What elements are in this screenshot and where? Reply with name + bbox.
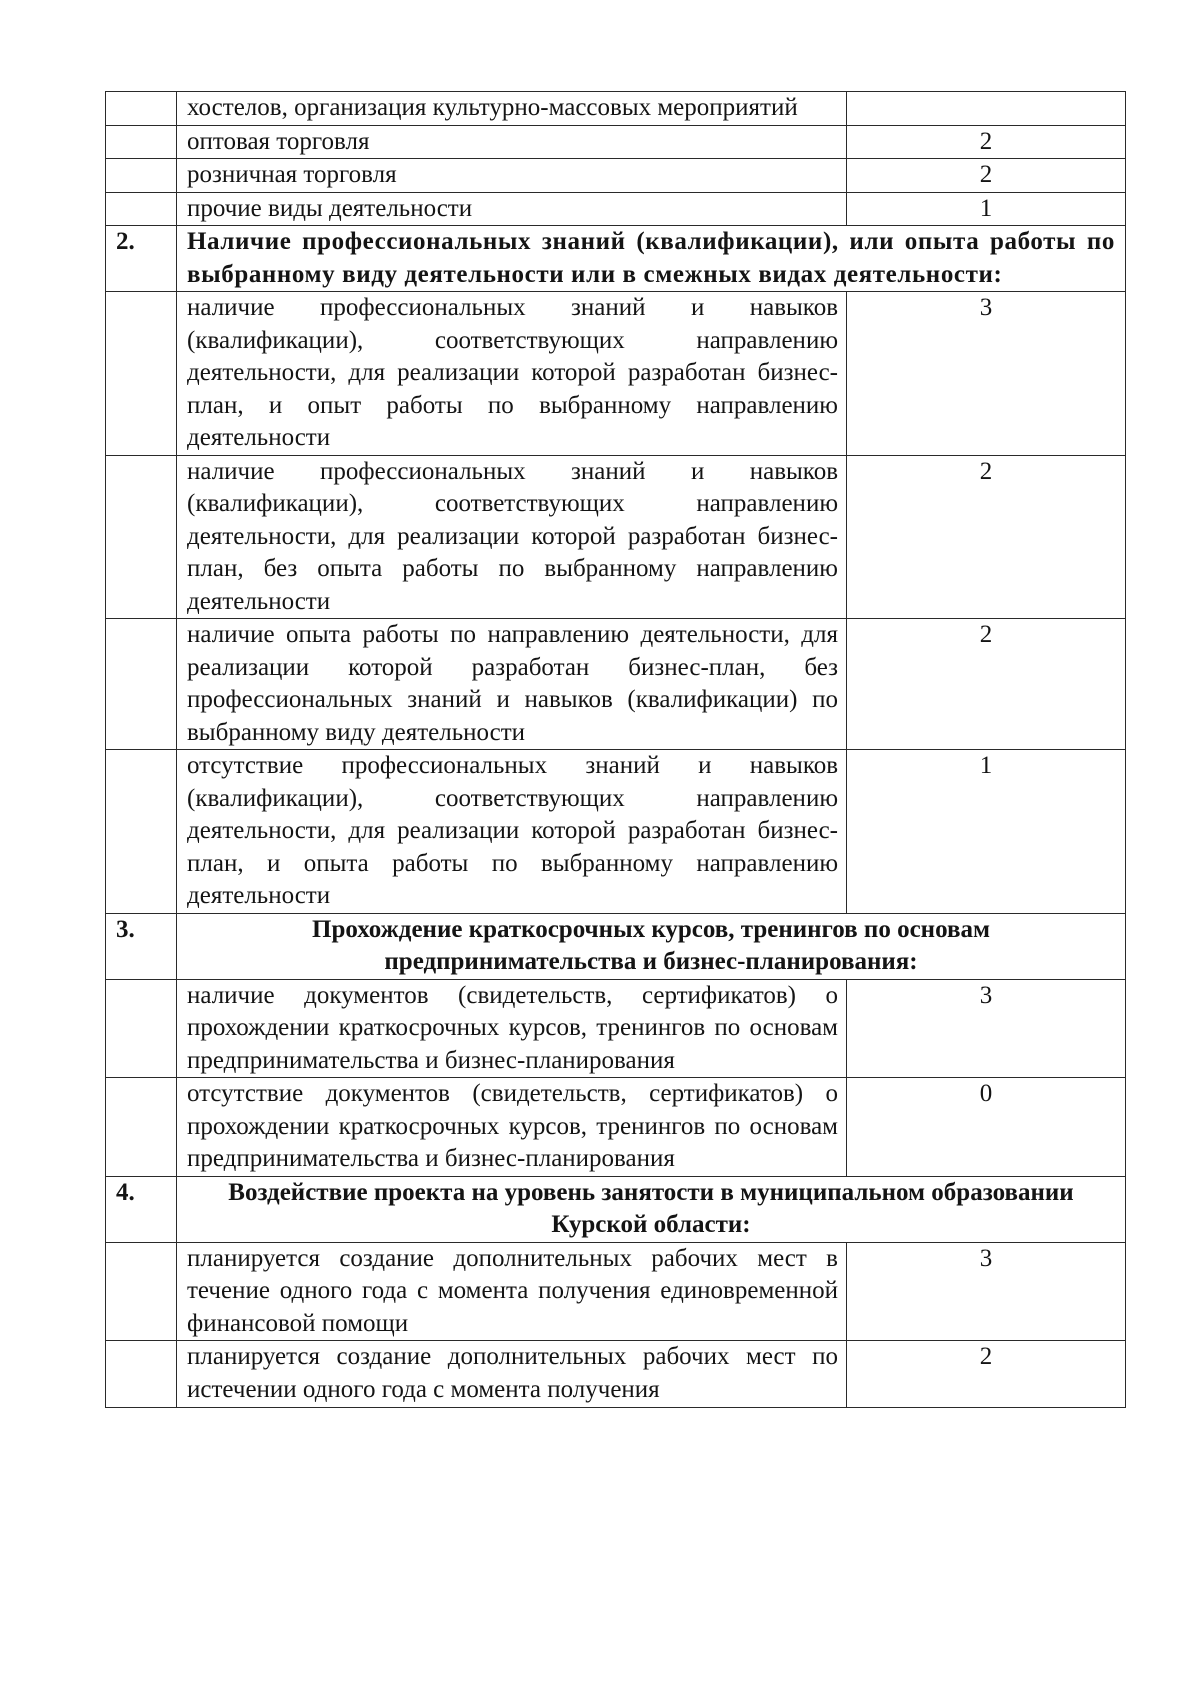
criterion-text: наличие профессиональных знаний и навыков (квалификации), соответствующих направлению деятельности, для реализации которой разработан бизнес-план, без опыта работы по выбранному направлению деятельности <box>177 455 847 619</box>
score-cell: 2 <box>847 159 1126 193</box>
row-number-cell: 3. <box>106 913 177 979</box>
score-cell: 2 <box>847 619 1126 750</box>
table-body <box>106 92 1126 1408</box>
criterion-text <box>177 1341 847 1408</box>
row-number-cell <box>106 292 177 456</box>
criterion-row <box>106 192 1126 226</box>
criterion-row <box>106 1078 1126 1177</box>
score-cell: 2 <box>847 1341 1126 1408</box>
criterion-text: хостелов, организация культурно-массовых мероприятий <box>177 92 847 126</box>
criterion-text: оптовая торговля <box>177 125 847 159</box>
score-cell: 3 <box>847 979 1126 1078</box>
section-row <box>106 913 1126 979</box>
row-number-cell <box>106 619 177 750</box>
score-cell: 1 <box>847 192 1126 226</box>
score-cell: 3 <box>847 292 1126 456</box>
criterion-text: прочие виды деятельности <box>177 192 847 226</box>
criterion-row <box>106 979 1126 1078</box>
criteria-table <box>105 91 1126 1408</box>
criterion-row <box>106 1242 1126 1341</box>
criterion-row <box>106 750 1126 914</box>
criterion-text-content: планируется создание дополнительных рабочих мест по истечении одного года с момента получения <box>187 1343 838 1403</box>
criterion-text: наличие документов (свидетельств, сертификатов) о прохождении краткосрочных курсов, тренингов по основам предпринимательства и бизнес-планирования <box>177 979 847 1078</box>
score-cell: 2 <box>847 455 1126 619</box>
score-cell: 0 <box>847 1078 1126 1177</box>
criterion-row <box>106 292 1126 456</box>
row-number-cell <box>106 92 177 126</box>
row-number-cell: 4. <box>106 1176 177 1242</box>
criterion-text: розничная торговля <box>177 159 847 193</box>
criterion-row <box>106 1341 1126 1408</box>
criterion-text: наличие профессиональных знаний и навыков (квалификации), соответствующих направлению деятельности, для реализации которой разработан бизнес-план, и опыт работы по выбранному направлению деятельности <box>177 292 847 456</box>
criterion-row <box>106 92 1126 126</box>
row-number-cell <box>106 750 177 914</box>
section-row <box>106 1176 1126 1242</box>
criterion-row <box>106 159 1126 193</box>
score-cell: 1 <box>847 750 1126 914</box>
section-heading: Прохождение краткосрочных курсов, тренингов по основам предпринимательства и бизнес-планирования: <box>177 913 1126 979</box>
row-number-cell <box>106 455 177 619</box>
score-cell: 2 <box>847 125 1126 159</box>
criterion-text: планируется создание дополнительных рабочих мест в течение одного года с момента получения единовременной финансовой помощи <box>177 1242 847 1341</box>
criterion-text: отсутствие документов (свидетельств, сертификатов) о прохождении краткосрочных курсов, тренингов по основам предпринимательства и бизнес-планирования <box>177 1078 847 1177</box>
row-number-cell <box>106 192 177 226</box>
criterion-text: отсутствие профессиональных знаний и навыков (квалификации), соответствующих направлению деятельности, для реализации которой разработан бизнес-план, и опыта работы по выбранному направлению деятельности <box>177 750 847 914</box>
row-number-cell: 2. <box>106 226 177 292</box>
section-heading: Наличие профессиональных знаний (квалификации), или опыта работы по выбранному виду деятельности или в смежных видах деятельности: <box>177 226 1126 292</box>
criterion-text: наличие опыта работы по направлению деятельности, для реализации которой разработан бизнес-план, без профессиональных знаний и навыков (квалификации) по выбранному виду деятельности <box>177 619 847 750</box>
row-number-cell <box>106 1341 177 1408</box>
section-row <box>106 226 1126 292</box>
row-number-cell <box>106 1078 177 1177</box>
section-heading: Воздействие проекта на уровень занятости в муниципальном образовании Курской области: <box>177 1176 1126 1242</box>
criterion-row <box>106 455 1126 619</box>
score-cell <box>847 92 1126 126</box>
row-number-cell <box>106 1242 177 1341</box>
criterion-row <box>106 125 1126 159</box>
row-number-cell <box>106 125 177 159</box>
row-number-cell <box>106 979 177 1078</box>
score-cell: 3 <box>847 1242 1126 1341</box>
criterion-row <box>106 619 1126 750</box>
row-number-cell <box>106 159 177 193</box>
